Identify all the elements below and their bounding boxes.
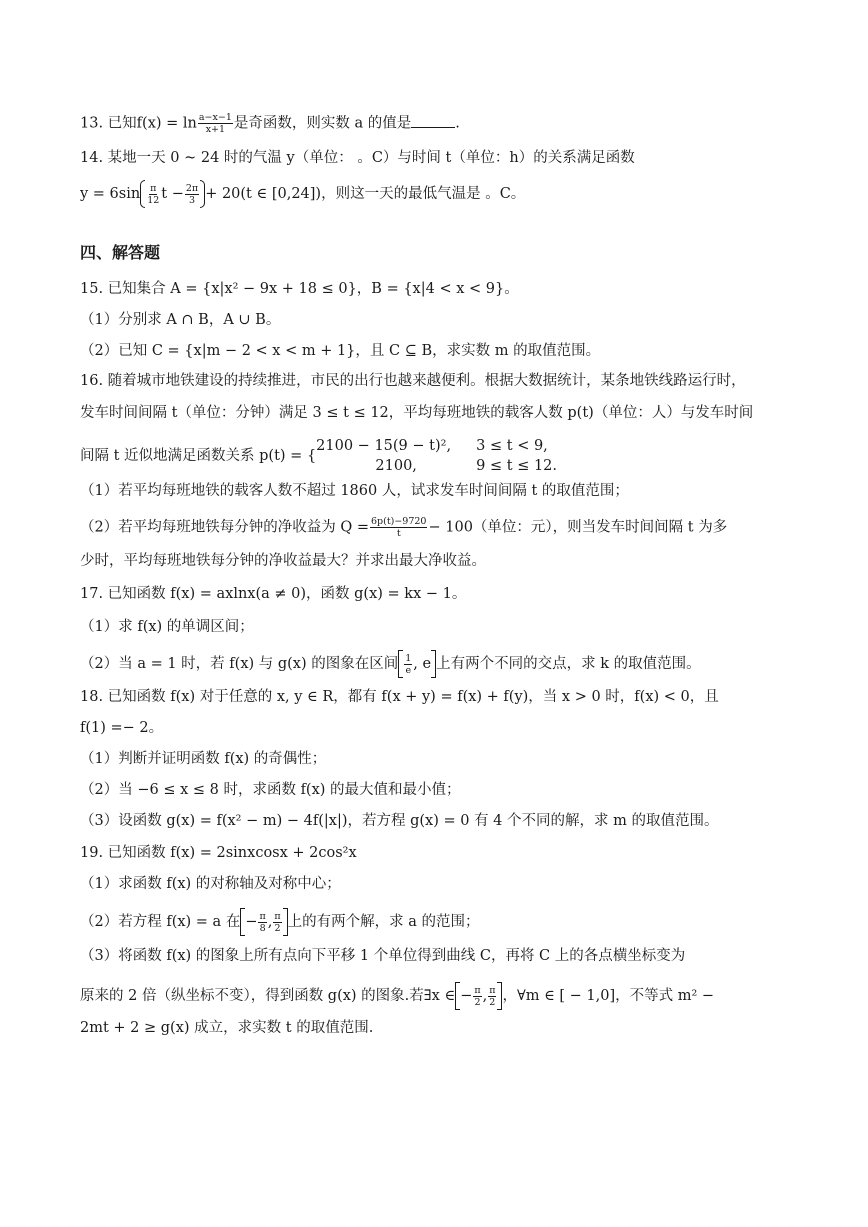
question-15: 15. 已知集合 A = {x|x² − 9x + 18 ≤ 0}，B = {x|4 < x < 9}。	[80, 281, 519, 297]
q17-p2-pre: （2）当 a = 1 时，若 f(x) 与 g(x) 的图象在区间	[80, 656, 399, 672]
q16-case1-expr: 2100 − 15(9 − t)²,	[316, 438, 452, 454]
q13-text: 是奇函数，则实数 a 的值是	[233, 115, 412, 132]
q19-p3-comma: ,	[482, 988, 488, 1004]
q17-frac-den: e	[405, 664, 412, 676]
question-13	[80, 112, 808, 135]
q19-p2-f2-num: π	[274, 910, 281, 922]
q17-p2-post: 上有两个不同的交点，求 k 的取值范围。	[436, 656, 701, 672]
q14-post: + 20(t ∈ [0,24])，则这一天的最低气温是 。C。	[205, 186, 526, 202]
q17-part2	[80, 650, 808, 678]
q16-p2-frac	[370, 516, 428, 539]
q14-frac2-num: 2π	[185, 182, 199, 194]
q19-p2-comma: ,	[267, 914, 273, 930]
question-17: 17. 已知函数 f(x) = axlnx(a ≠ 0)，函数 g(x) = kx − 1。	[80, 586, 467, 602]
q15-part1: （1）分别求 A ∩ B，A ∪ B。	[80, 312, 281, 328]
q16-case1-cond: 3 ≤ t < 9,	[476, 438, 548, 454]
q16-case2-expr: 2100,	[375, 458, 417, 474]
q19-p2-frac2	[273, 911, 281, 934]
q19-part3-line2	[80, 982, 808, 1010]
q18-part2: （2）当 −6 ≤ x ≤ 8 时，求函数 f(x) 的最大值和最小值；	[80, 782, 461, 798]
q19-part2	[80, 908, 808, 936]
q14-frac1-num: π	[150, 182, 157, 194]
q17-bracket-left	[398, 650, 403, 678]
q17-frac-num: 1	[405, 652, 412, 664]
q16-case1	[316, 436, 557, 456]
q19-p3-f2-num: π	[489, 984, 496, 996]
q16-case2-cond: 9 ≤ t ≤ 12.	[476, 458, 558, 474]
question-19: 19. 已知函数 f(x) = 2sinxcosx + 2cos²x	[80, 845, 357, 861]
q19-p3-f1-den: 2	[474, 996, 481, 1008]
q13-function: f(x) = ln	[136, 115, 197, 132]
q16-case2	[316, 456, 557, 476]
q17-part1: （1）求 f(x) 的单调区间；	[80, 619, 254, 635]
section-heading: 四、解答题	[80, 243, 161, 262]
q19-p2-f1-num: π	[259, 910, 266, 922]
question-18-line2: f(1) =− 2。	[80, 720, 164, 736]
q19-part3-line1: （3）将函数 f(x) 的图象上所有点向下平移 1 个单位得到曲线 C，再将 C 上的各点横坐标变为	[80, 948, 686, 964]
question-16-line2: 发车时间间隔 t（单位：分钟）满足 3 ≤ t ≤ 12，平均每班地铁的载客人数 p(t)（单位：人）与发车时间	[80, 405, 754, 421]
q19-part3-line3: 2mt + 2 ≥ g(x) 成立，求实数 t 的取值范围.	[80, 1020, 374, 1036]
q14-frac2-den: 3	[189, 194, 196, 206]
q16-p2-frac-num: 6p(t)−9720	[370, 516, 427, 527]
q14-frac1	[146, 183, 160, 206]
q13-fraction	[198, 112, 233, 135]
q13-lead: 13. 已知	[80, 115, 137, 132]
q19-p2-frac1	[258, 911, 266, 934]
q19-p3-pre: 原来的 2 倍（纵坐标不变），得到函数 g(x) 的图象.若∃x ∈	[80, 988, 456, 1004]
q19-p2-f1-den: 8	[259, 922, 266, 934]
q13-frac-num: a−x−1	[198, 112, 232, 123]
q16-part2-line2: 少时，平均每班地铁每分钟的净收益最大？并求出最大净收益。	[80, 553, 486, 569]
q16-p2-post: − 100（单位：元），则当发车时间间隔 t 为多	[428, 519, 728, 536]
q16-p2-pre: （2）若平均每班地铁每分钟的净收益为 Q =	[80, 519, 369, 536]
q16-p2-frac-den: t	[396, 528, 401, 539]
q14-frac1-den: 12	[147, 194, 160, 206]
q17-sep: , e	[413, 656, 432, 672]
q17-frac	[404, 653, 412, 676]
question-18-line1: 18. 已知函数 f(x) 对于任意的 x, y ∈ R，都有 f(x + y) = f(x) + f(y)，当 x > 0 时，f(x) < 0，且	[80, 689, 719, 705]
q14-pre: y = 6sin	[80, 186, 141, 202]
q19-part1: （1）求函数 f(x) 的对称轴及对称中心；	[80, 876, 341, 892]
q18-part1: （1）判断并证明函数 f(x) 的奇偶性；	[80, 751, 327, 767]
q19-p2-post: 上的有两个解，求 a 的范围；	[287, 914, 480, 930]
q16-piecewise	[316, 436, 557, 476]
q19-p3-frac1	[473, 985, 481, 1008]
q16-piecewise-lead: 间隔 t 近似地满足函数关系 p(t) = {	[80, 448, 317, 464]
q13-frac-den: x+1	[205, 124, 226, 135]
question-16-line1: 16. 随着城市地铁建设的持续推进，市民的出行也越来越便利。根据大数据统计，某条地铁线路运行时，	[80, 373, 746, 389]
question-16-line3	[80, 436, 808, 476]
q19-p2-minus: −	[245, 914, 258, 930]
q19-p3-frac2	[488, 985, 496, 1008]
q18-part3: （3）设函数 g(x) = f(x² − m) − 4f(|x|)，若方程 g(x) = 0 有 4 个不同的解，求 m 的取值范围。	[80, 813, 719, 829]
q19-p3-f2-den: 2	[489, 996, 496, 1008]
q14-mid: t −	[161, 186, 184, 202]
question-14-line2	[80, 180, 808, 208]
q16-part1: （1）若平均每班地铁的载客人数不超过 1860 人，试求发车时间间隔 t 的取值范围；	[80, 483, 629, 499]
q14-paren-left	[140, 180, 145, 208]
q13-end: .	[455, 115, 460, 132]
question-14-line1: 14. 某地一天 0 ~ 24 时的气温 y（单位： 。C）与时间 t（单位：h）的关系满足函数	[80, 150, 635, 166]
q16-part2	[80, 516, 808, 539]
q14-frac2	[185, 183, 199, 206]
q19-p3-post: ，∀m ∈ [ − 1,0]，不等式 m² −	[502, 988, 715, 1004]
q19-p2-f2-den: 2	[274, 922, 281, 934]
q19-p2-pre: （2）若方程 f(x) = a 在	[80, 914, 241, 930]
q19-p3-minus: −	[460, 988, 473, 1004]
q13-answer-blank	[411, 113, 455, 128]
q15-part2: （2）已知 C = {x|m − 2 < x < m + 1}，且 C ⊆ B，求实数 m 的取值范围。	[80, 343, 601, 359]
q19-p3-f1-num: π	[474, 984, 481, 996]
